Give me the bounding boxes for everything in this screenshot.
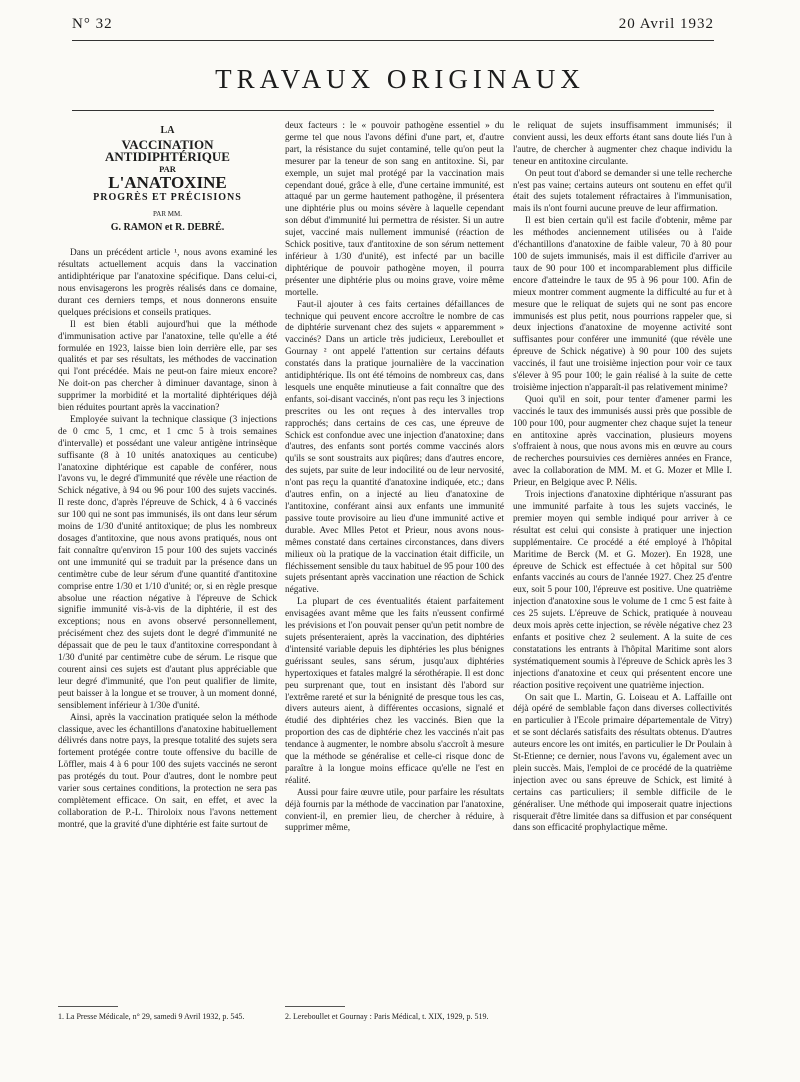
title-agent: L'ANATOXINE: [108, 172, 227, 192]
footnote-rule: [58, 1006, 118, 1007]
paragraph: Aussi pour faire œuvre utile, pour parfaire les résultats déjà fournis par la méthode de vaccination par l'anatoxine, convient-il, en premier lieu, de chercher à réduire, à supprimer même,: [285, 787, 504, 834]
footnote-1: 1. La Presse Médicale, n° 29, samedi 9 Avril 1932, p. 545.: [58, 1012, 245, 1021]
section-title: TRAVAUX ORIGINAUX: [215, 64, 585, 94]
paragraph: On peut tout d'abord se demander si une telle recherche n'est pas vaine; certains auteurs ont soutenu en effet qu'il était des sujets totalement réfractaires à l'immunisation, mais ils n'ont fourni aucune preuve de leur affirmation.: [513, 168, 732, 215]
article-title: VACCINATION ANTIDIPHTÉRIQUE: [105, 136, 230, 164]
footnote-rule: [285, 1006, 345, 1007]
title-par: PAR: [159, 163, 176, 174]
paragraph: Quoi qu'il en soit, pour tenter d'amener parmi les vaccinés le taux des immunisés aussi près que possible de 100 pour 100, pour augmenter chez chaque sujet la teneur en antitoxine après vaccination, plusieurs moyens s'offraient à nous, que nous avons mis en œuvre au cours de recherches poursuivies ces dernières années en France, avec la collaboration de MM. M. et G. Mozer et Mlle I. Prieur, en Belgique avec P. Nélis.: [513, 394, 732, 489]
paragraph: Trois injections d'anatoxine diphtérique n'assurant pas une immunité parfaite à tous les sujets vaccinés, le premier moyen qui semble indiqué pour arriver à ce résultat est celui qui consiste à pratiquer une injection supplémentaire. Ce procédé a été employé à l'hôpital Maritime de Berck (M. et G. Mozer). En 1928, une épreuve de Schick est effectuée à cet hôpital sur 500 enfants vaccinés au cours de l'année 1927. Chez 25 d'entre eux, soit 5 pour 100, l'épreuve est positive. Une quatrième injection d'anatoxine sous le volume de 1 cmc 5 est faite à ces 25 sujets. L'épreuve de Schick, pratiquée à nouveau deux mois après cette injection, se révèle négative chez 23 enfants et positive chez 2 seulement. A la suite de ces constatations les entrants à l'hôpital Maritime sont alors systématiquement soumis à l'épreuve de Schick après les 3 injections d'anatoxine et ceux qui présentent encore une réaction positive reçoivent une quatrième injection.: [513, 490, 732, 691]
paragraph: le reliquat de sujets insuffisamment immunisés; il convient aussi, les deux efforts étant sans doute liés l'un à l'autre, de chercher à augmenter chez chaque individu la teneur en antitoxine circulante.: [513, 121, 732, 167]
paragraph: Il est bien certain qu'il est facile d'obtenir, même par les méthodes anciennement utilisées ou à l'aide d'échantillons d'anatoxine de faible valeur, 70 à 80 pour 100 de sujets immunisés, mais il est difficile d'arriver au taux de 90 pour 100 et incomparablement plus difficile encore d'atteindre le taux de 95 à 96 pour 100. Afin de mieux montrer comment augmente la difficulté au fur et à mesure que le reliquat de sujets qui ne sont pas encore immunisés est plus petit, nous pourrions rappeler que, si deux injections d'anatoxine de moyenne activité sont suffisantes pour conférer une immunité (que révèle une épreuve de Schick négative) à 90 pour 100 des sujets vaccinés, il faut une troisième injection pour voir ce taux s'élever à 95 pour 100; le gain réalisé à la suite de cette troisième injection n'apparaît-il pas relativement minime?: [513, 216, 732, 393]
issue-number: N° 32: [72, 16, 113, 32]
header-rule: [72, 40, 714, 41]
paragraph: Employée suivant la technique classique (3 injections de 0 cmc 5, 1 cmc, et 1 cmc 5 à trois semaines d'intervalle) et possédant une valeur antigène intrinsèque suffisante (8 à 10 unités anatoxiques au centicube) l'anatoxine diphtérique est capable de conférer, nous l'avons vu, le degré d'immunité que révèle une réaction de Schick négative, à 94 ou 96 pour 100 des sujets vaccinés. Il reste donc, d'après l'épreuve de Schick, 4 à 6 vaccinés sur 100 qui ne sont pas immunisés, ils ont dans leur sérum moins de 1/30 d'unité antitoxique; de plus les nombreux dosages d'antitoxine, que nous avons pratiqués, nous ont fait connaître qu'environ 15 pour 100 des sujets vaccinés ont une immunité qui se traduit par la présence dans un centimètre cube de leur sérum d'une quantité d'antitoxine comprise entre 1/30 et 1/10 d'unité; or, si en règle presque absolue une réaction négative à l'épreuve de Schick signifie immunité vis-à-vis de la diphtérie, il est des exceptions; nous en avons observé personnellement, précisément chez des sujets dont le degré d'immunité ne dépassait que de peu le taux d'antitoxine correspondant à 1/30 d'unité par centimètre cube de sérum. Le risque que courent ainsi ces sujets est d'autant plus appréciable que leur degré d'immunité, que l'on peut qualifier de limite, peut baisser à la longue et se trouver, à un moment donné, sensiblement inférieur à 1/30e d'unité.: [58, 414, 277, 711]
paragraph: Faut-il ajouter à ces faits certaines défaillances de technique qui peuvent encore accroître le nombre de cas de diphtérie survenant chez des sujets « apparemment » vaccinés? Dans un article très judicieux, Lereboullet et Gournay ² ont appelé l'attention sur certains défauts constatés dans la pratique journalière de la vaccination antidiphtérique. Ils ont été témoins de nombreux cas, dans lesquels une enquête minutieuse a fait connaître que des enfants, soi-disant vaccinés, n'ont pas reçu les 3 injections prescrites ou les ont reçues à des intervalles trop rapprochés; dans certains de ces cas, une épreuve de Schick est confondue avec une injection d'anatoxine; dans d'autres, des enfants sont portés comme vaccinés alors qu'ils se sont soustraits aux piqûres; dans d'autres encore, des sujets, par suite de leur indocilité ou de leur nervosité, n'ont pas reçu la quantité d'anatoxine indiquée, etc.; dans d'autres enfin, on a injecté au lieu d'anatoxine de l'antitoxine, conférant ainsi aux enfants une immunité passive toute provisoire au lieu d'une immunité active et durable. Avec Mlles Petot et Prieur, nous avons nous-mêmes constaté dans certaines circonstances, dans divers milieux où la pratique de la vaccination était difficile, un fléchissement sensible du taux habituel de 95 pour 100 des sujets présentant après vaccination une réaction de Schick négative.: [285, 299, 504, 596]
title-la: LA: [160, 125, 175, 136]
authors: G. RAMON et R. DEBRÉ.: [110, 222, 225, 234]
issue-date: 20 Avril 1932: [618, 16, 714, 32]
column-2: [285, 121, 504, 835]
section-rule: [72, 110, 714, 111]
paragraph: On sait que L. Martin, G. Loiseau et A. Laffaille ont déjà opéré de semblable façon dans diverses collectivités en particulier à l'Ecole primaire départementale de Vitry) et se sont déclarés satisfaits des résultats obtenus. D'autres auteurs encore les ont imités, en particulier le Dr Poulain à St-Etienne; ce dernier, nous l'avons vu, également avec un plein succès. Mais, l'emploi de ce procédé de la quatrième injection avec ou sans épreuve de Schick, est limité à certains cas particuliers; il semble difficile de le généraliser. Une méthode qui imposerait quatre injections risquerait d'être limitée dans sa diffusion et par conséquent dans son efficacité prophylactique même.: [513, 692, 732, 834]
column-3: [513, 121, 732, 835]
paragraph: Il est bien établi aujourd'hui que la méthode d'immunisation active par l'anatoxine, telle qu'elle a été formulée en 1923, laisse bien loin derrière elle, par ses qualités et par ses résultats, les méthodes de vaccination qui l'ont précédée. Mais ne peut-on faire mieux encore? Ne doit-on pas chercher à diminuer davantage, sinon à supprimer la morbidité et la mortalité diphtériques déjà bien réduites pourtant après la vaccination?: [58, 319, 277, 414]
byline-par: PAR MM.: [153, 210, 182, 219]
article-subtitle: PROGRÈS ET PRÉCISIONS: [93, 191, 242, 203]
column-1: [58, 121, 277, 832]
paragraph: Ainsi, après la vaccination pratiquée selon la méthode classique, avec les échantillons d'anatoxine habituellement délivrés dans notre pays, la presque totalité des sujets sera fortement protégée contre toute offensive du bacille de Löffler, mais 4 à 6 pour 100 des sujets vaccinés ne seront pas protégés du tout. Pour d'autres, dont le nombre peut varier sous certaines conditions, la protection ne sera pas complètement efficace. On sait, en effet, et avec la collaboration de P.-L. Thiroloix nous l'avons nettement montré, que la gravité d'une diphtérie est faite surtout de: [58, 712, 277, 830]
paragraph: Dans un précédent article ¹, nous avons examiné les résultats actuellement acquis dans la vaccination antidiphtérique par l'anatoxine spécifique. Dans celui-ci, nous envisagerons les progrès réalisés dans ce domaine, durant ces derniers temps, et nous donnerons ensuite quelques précisions et conseils pratiques.: [58, 248, 277, 318]
footnote-2: 2. Lereboullet et Gournay : Paris Médical, t. XIX, 1929, p. 519.: [285, 1012, 489, 1021]
paragraph: deux facteurs : le « pouvoir pathogène essentiel » du germe tel que nous l'avons défini d'une part, et, d'autre part, la résistance du sujet contaminé, telle qu'on peut la mesurer par la teneur de son sang en antitoxine. Si, par exemple, un sujet mal protégé par la vaccination mais cependant doué, grâce à elle, d'une certaine immunité, est attaqué par un germe hautement pathogène, il présentera une diphtérie plus ou moins sévère à laquelle cependant son début d'immunité lui permettra de résister. Si un autre sujet, vacciné mais nullement immunisé (réaction de Schick positive, taux d'antitoxine de son sérum nettement inférieur à 1/30 d'unité), est infecté par un bacille diphtérique de pouvoir pathogène moyen, il pourra présenter une diphtérie plus ou moins grave, voire même mortelle.: [285, 121, 504, 298]
paragraph: La plupart de ces éventualités étaient parfaitement envisagées avant même que les faits n'eussent confirmé les prévisions et l'on pouvait penser qu'un petit nombre de sujets présenteraient, après la vaccination, des diphtéries d'intensité variable depuis les diphtéries les plus bénignes guérissant seules, sans sérum, jusqu'aux diphtéries hypertoxiques et fatales malgré la sérothérapie. Il est donc peu surprenant que, tout en insistant dès l'abord sur l'extrême rareté et sur la bénignité de presque tous les cas, divers auteurs aient, à différentes occasions, signalé et étudié des diphtéries chez les vaccinés. Bien que la proportion des cas de diphtérie chez les vaccinés n'ait pas tendance à augmenter, le nombre absolu s'accroît à mesure que la méthode se généralise et celle-ci risque donc de paraître à la longue moins efficace qu'elle ne l'est en réalité.: [285, 597, 504, 786]
